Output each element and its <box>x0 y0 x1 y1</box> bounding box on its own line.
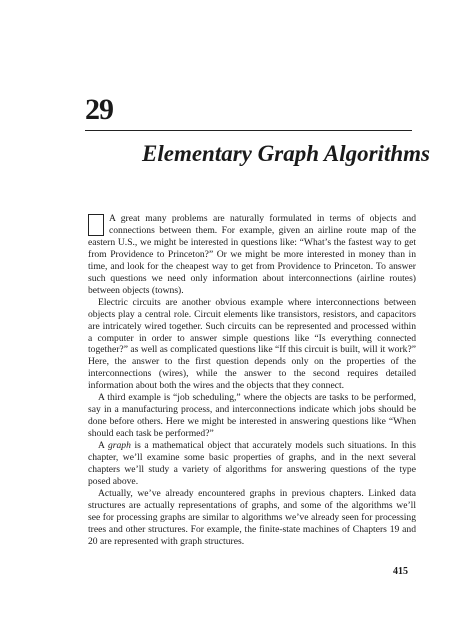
paragraph-5: Actually, we’ve already encountered graphs in previous chapters. Linked data structures are actually representations of graphs, and some of the algorithms we’ll see for processing graphs are similar to algorithms we’ve already seen for processing trees and other structures. For example, the finite-state machines of Chapters 19 and 20 are represented with graph structures. <box>88 487 416 547</box>
ornament-spacer <box>88 213 109 235</box>
page-number: 415 <box>393 566 408 577</box>
chapter-number: 29 <box>85 93 113 126</box>
paragraph-4 <box>88 440 416 488</box>
paragraph-3: A third example is “job scheduling,” where the objects are tasks to be performed, say in a manufacturing process, and interconnections indicate which jobs should be done before others. Here we might be interested in answering questions like “When should each task be performed?” <box>88 392 416 440</box>
title-rule <box>85 130 412 131</box>
chapter-title: Elementary Graph Algorithms <box>142 141 430 166</box>
paragraph-2: Electric circuits are another obvious example where interconnections between objects play a central role. Circuit elements like transistors, resistors, and capacitors are intricately wired together. Such circuits can be represented and processed within a computer in order to answer simple questions like “Is everything connected together?” as well as complicated questions like “If this circuit is built, will it work?” Here, the answer to the first question depends only on the properties of the interconnections (wires), while the answer to the second requires detailed information about both the wires and the objects that they connect. <box>88 296 416 392</box>
paragraph-4-rest: is a mathematical object that accurately models such situations. In this chapter, we’ll examine some basic properties of graphs, and in the next several chapters we’ll study a variety of algorithms for answering questions of the type posed above. <box>88 440 416 487</box>
body-text <box>88 213 416 548</box>
paragraph-4-lead: A <box>98 440 108 452</box>
graph-term: graph <box>107 440 131 452</box>
paragraph-1 <box>88 213 416 297</box>
paragraph-1-text: A great many problems are naturally formulated in terms of objects and connections between them. For example, given an airline route map of the eastern U.S., we might be interested in questions like: “What’s the fastest way to get from Providence to Princeton?” Or we might be more interested in money than in time, and look for the cheapest way to get from Providence to Princeton. To answer such questions we need only information about interconnections (airline routes) between objects (towns). <box>88 213 416 296</box>
